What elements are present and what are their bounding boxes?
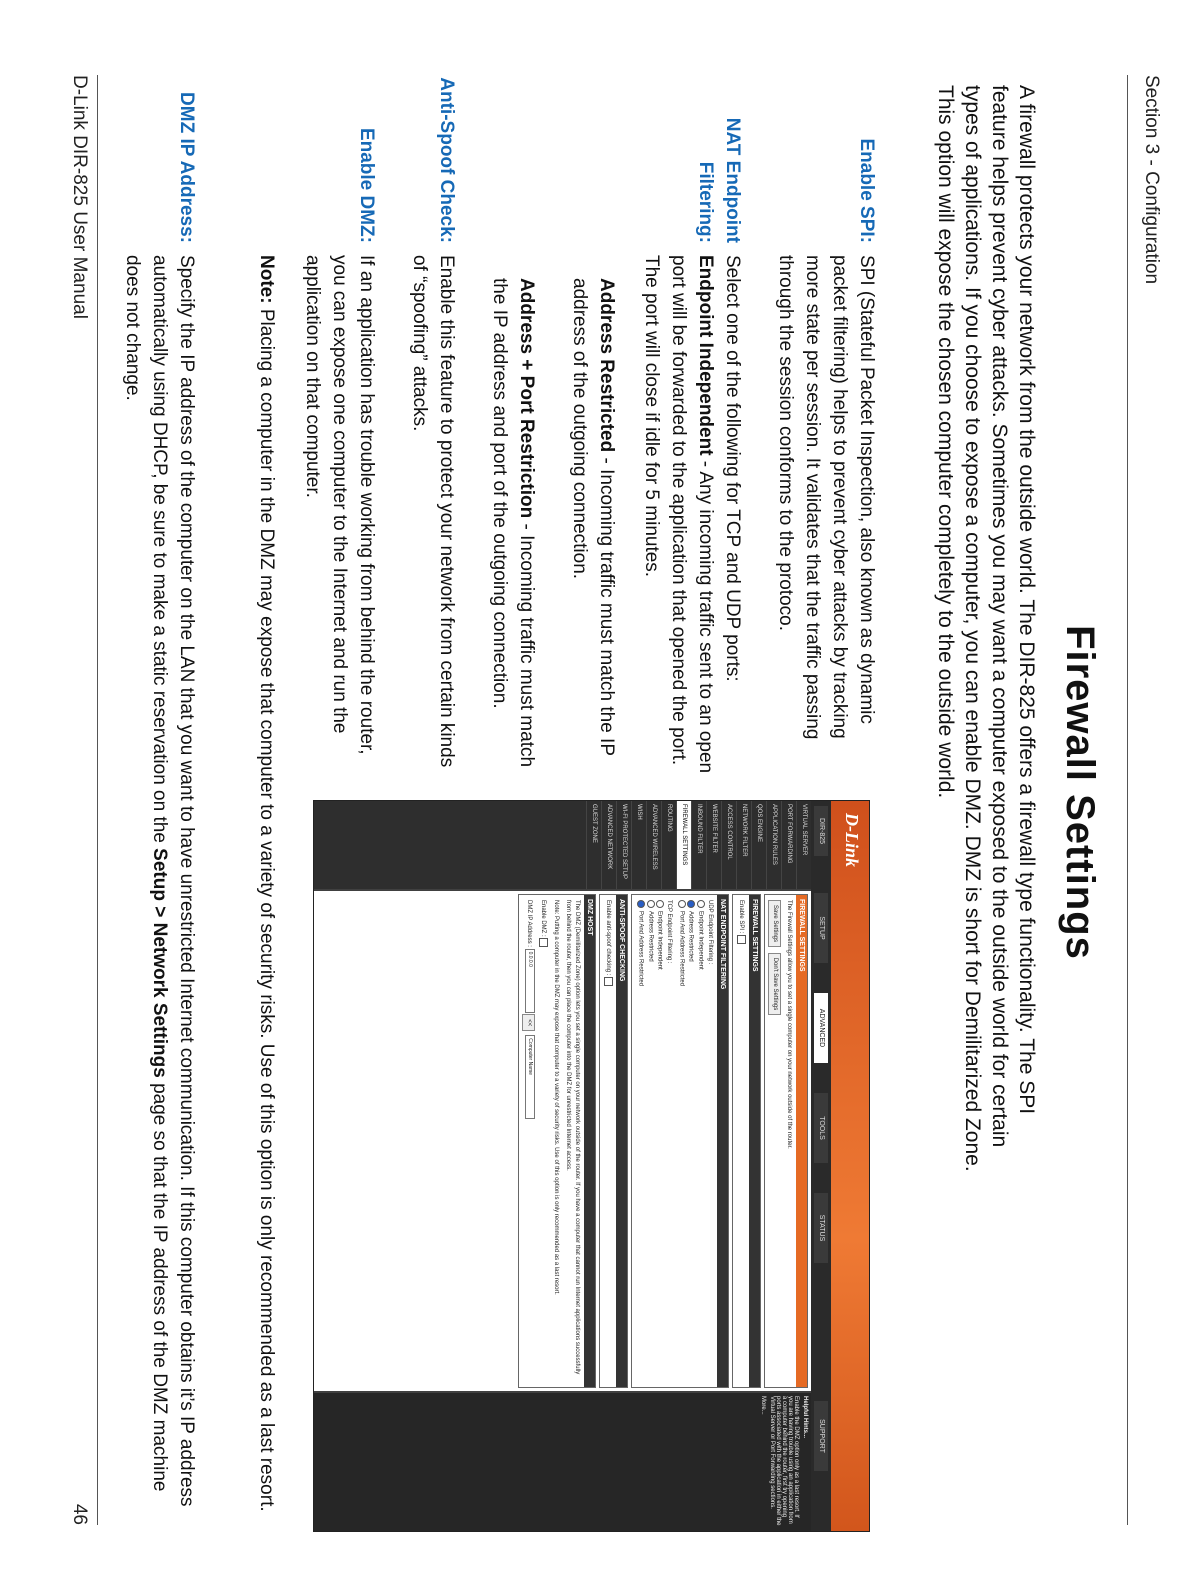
sidebar-nav [314,801,811,889]
address-restricted-desc: - Incoming traffic must match the IP address of the outgoing connection. [569,278,617,756]
footer-manual: D-Link DIR-825 User Manual [69,75,90,319]
header-rule [1127,75,1128,1525]
firewall-header: FIREWALL SETTINGS [796,895,807,1387]
footer-rule [97,75,98,1525]
tab-status[interactable]: STATUS [814,1193,828,1263]
dont-save-settings-button[interactable]: Don't Save Settings [768,953,781,1016]
nav-item[interactable]: INBOUND FILTER [691,801,706,889]
top-tabs [811,801,831,1531]
spi-header: FIREWALL SETTINGS [749,895,760,1387]
port-restriction-title: Address + Port Restriction [516,278,537,519]
save-settings-button[interactable]: Save Settings [768,900,781,947]
spi-label: Enable SPI : [737,900,744,934]
copy-button[interactable]: << [522,1014,535,1031]
setup-network-settings-link: Setup > Network Settings [149,848,170,1078]
address-restricted-text [566,278,620,775]
dmz-note: Note: Putting a computer in the DMZ may expose that computer to a variety of security risks. Use of this option is only recommended as a last resort. [553,900,560,1295]
nat-label-line1: NAT Endpoint [722,117,743,243]
firewall-desc: The Firewall Settings allow you to set a single computer on your network outside of the router. [786,900,792,1149]
nav-item[interactable]: ROUTING [661,801,676,889]
enable-dmz-checkbox[interactable] [539,938,548,947]
banner [831,801,869,1531]
nav-item[interactable]: NETWORK FILTER [736,801,751,889]
enable-spi-label: Enable SPI: [856,138,877,243]
nav-item[interactable]: ADVANCED WIRELESS [646,801,661,889]
nat-text: Select one of the following for TCP and UDP ports: [722,255,743,682]
helpful-hints-panel [314,1393,811,1531]
anti-spoof-header: ANTI-SPOOF CHECKING [616,895,627,1387]
dmz-ip-label-ui: DMZ IP Address : [526,900,533,947]
tab-advanced[interactable]: ADVANCED [814,993,828,1063]
endpoint-independent-title: Endpoint Independent [695,255,716,456]
intro-paragraph: A firewall protects your network from the outside world. The DIR-825 offers a firewall type functionality. The SPI feature helps prevent cyber attacks. Sometimes you may want a computer exposed to the outside world for certain types of applications. If you choose to expose a computer, you can enable DMZ. DMZ is short for Demilitarized Zone. This option will expose the chosen computer completely to the outside world. [934,85,1038,1172]
dlink-logo: D-Link [842,813,862,867]
tab-model: DIR-825 [814,806,828,856]
udp-radio-3[interactable] [678,900,686,908]
dmz-ip-text-b: page so that the IP address of the DMZ machine does not change. [122,255,170,1492]
hints-title: Helpful Hints... [802,1396,808,1438]
port-restriction-desc: - Incoming traffic must match the IP address and port of the outgoing connection. [489,278,537,768]
firewall-intro-section [764,894,808,1388]
anti-spoof-label-ui: Enable anti-spoof checking : [605,900,612,976]
udp-opt3: Port And Address Restricted [678,911,685,987]
main-panel [314,891,811,1391]
spi-checkbox[interactable] [737,935,746,944]
spi-section [732,894,761,1388]
nav-item[interactable]: ADVANCED NETWORK [601,801,616,889]
enable-dmz-text: If an application has trouble working from behind the router, you can expose one computer to the Internet and run the application on that computer. [302,255,377,755]
dmz-ip-text-a: Specify the IP address of the computer on the LAN that you want to have unrestricted Internet communication. If this computer obtains it’s IP address automatically using DHCP, be sure to make a static reservation on the [149,255,197,1507]
enable-dmz-label: Enable DMZ: [356,127,377,243]
address-restricted-title: Address Restricted [596,278,617,453]
tcp-radio-1[interactable] [656,900,664,908]
enable-spi-text: SPI (Stateful Packet Inspection, also known as dynamic packet filtering) helps to prevent cyber attacks by tracking more state per session. It validates that the traffic passing through the session conforms to the protoco. [775,255,877,740]
more-link[interactable]: More... [760,1396,766,1415]
note-title: Note: [256,255,277,304]
udp-radio-1[interactable] [697,900,705,908]
nav-item-firewall-settings[interactable]: FIREWALL SETTINGS [676,801,691,889]
nav-item[interactable]: WEBSITE FILTER [706,801,721,889]
nav-item[interactable]: ACCESS CONTROL [721,801,736,889]
tcp-opt1: Endpoint Independent [656,911,663,970]
tcp-opt2: Address Restricted [647,911,654,962]
tcp-label: TCP Endpoint Filtering : [666,900,673,964]
note-text: Placing a computer in the DMZ may expose that computer to a variety of security risks. Use of this option is only recommended as a last resort. [256,303,277,1512]
dmz-section [518,894,596,1388]
nav-item[interactable]: APPLICATION RULES [766,801,781,889]
nat-section [631,894,728,1388]
nav-item[interactable]: QOS ENGINE [751,801,766,889]
udp-opt2: Address Restricted [687,911,694,962]
nav-item[interactable]: VIRTUAL SERVER [796,801,811,889]
section-header: Section 3 - Configuration [1141,75,1162,285]
dmz-desc: The DMZ (Demilitarized Zone) option lets you set a single computer on your network outside of the router. If you have a computer that cannot run Internet applications successfully from behind the router, then you can place the computer into the DMZ for unrestricted Internet access. [565,900,581,1375]
anti-spoof-label: Anti-Spoof Check: [436,77,457,243]
tab-setup[interactable]: SETUP [814,893,828,963]
nav-item[interactable]: WISH [631,801,646,889]
tab-support[interactable]: SUPPORT [814,1401,828,1471]
router-screenshot [313,800,870,1532]
dmz-ip-input[interactable]: 0.0.0.0 [525,949,535,1013]
anti-spoof-checkbox[interactable] [604,977,613,986]
udp-opt1: Endpoint Independent [697,911,704,970]
endpoint-independent-text [638,255,719,775]
port-restriction-text [486,278,540,775]
dmz-header: DMZ HOST [584,895,595,1387]
nat-label-line2: Filtering: [695,161,716,243]
hints-text: Enable the DMZ option only as a last resort. If you are having trouble using an application from a computer behind the router, first try opening ports associated with the application in either the Virtual Server or Port Forwarding sections. [769,1396,799,1526]
page-title: Firewall Settings [1058,625,1102,960]
tab-tools[interactable]: TOOLS [814,1093,828,1163]
enable-dmz-label-ui: Enable DMZ : [540,900,547,937]
nav-item[interactable]: WI-FI PROTECTED SETUP [616,801,631,889]
dmz-ip-label: DMZ IP Address: [176,92,197,243]
tcp-radio-2[interactable] [647,900,655,908]
udp-label: UDP Endpoint Filtering : [706,900,713,965]
dmz-ip-text [119,255,200,1525]
tcp-radio-3[interactable] [637,900,645,908]
nat-header: NAT ENDPOINT FILTERING [717,895,728,1387]
nav-item[interactable]: GUEST ZONE [586,801,601,889]
page-number: 46 [69,1503,90,1525]
computer-name-select[interactable]: Computer Name [525,1035,535,1119]
tcp-opt3: Port And Address Restricted [637,911,644,987]
note-paragraph [253,255,280,1525]
anti-spoof-section [599,894,628,1388]
nav-item[interactable]: PORT FORWARDING [781,801,796,889]
anti-spoof-text: Enable this feature to protect your network from certain kinds of “spoofing” attacks. [409,255,457,768]
endpoint-independent-desc: - Any incoming traffic sent to an open port will be forwarded to the application that opened the port. The port will close if idle for 5 minutes. [641,255,716,774]
udp-radio-2[interactable] [687,900,695,908]
